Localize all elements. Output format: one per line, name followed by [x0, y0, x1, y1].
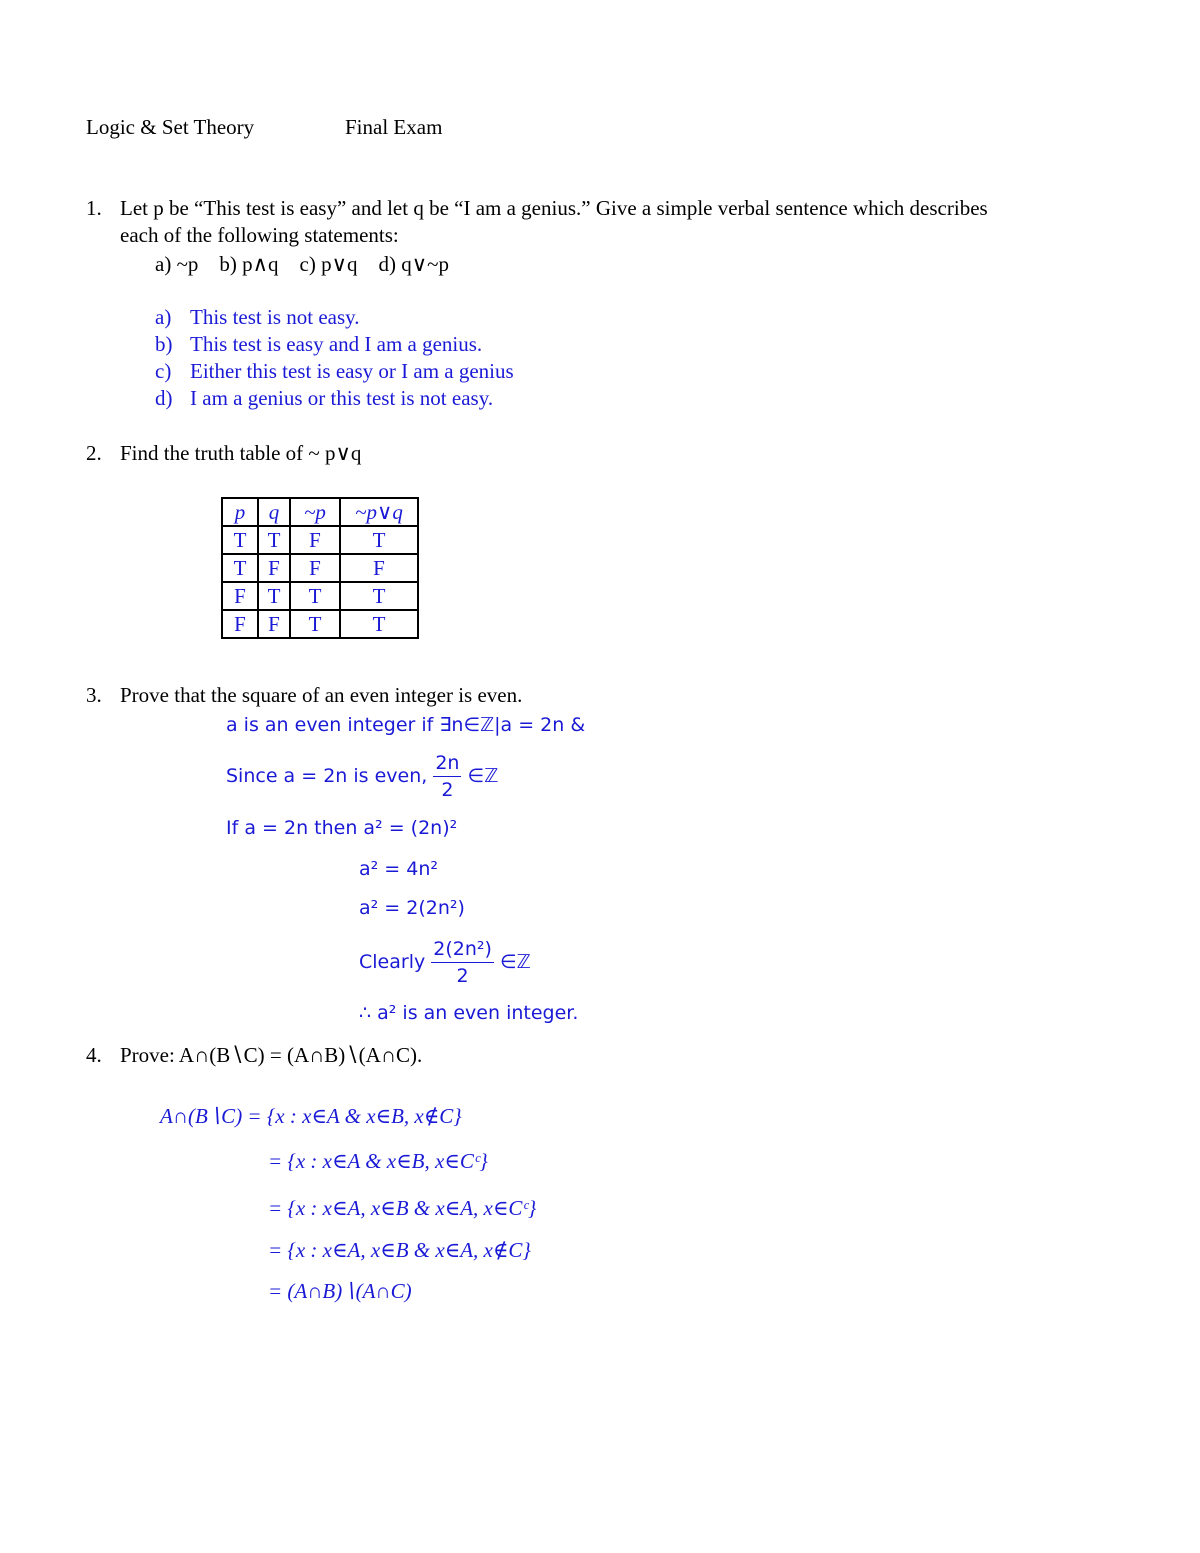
table-row	[222, 610, 418, 638]
q3-line6-suffix: ∈ℤ	[499, 951, 531, 973]
q4-text: Prove: A∩(B∖C) = (A∩B)∖(A∩C).	[120, 1043, 423, 1067]
q4-proof-step2: = {x : x∈A & x∈B, x∈Cᶜ}	[268, 1149, 488, 1173]
q1-answer-b: This test is easy and I am a genius.	[190, 332, 483, 356]
q3-proof-line6	[359, 936, 531, 989]
q1-answer-c-label: c)	[155, 359, 172, 383]
table-cell: T	[222, 554, 258, 582]
q4-proof-step3: = {x : x∈A, x∈B & x∈A, x∈Cᶜ}	[268, 1196, 537, 1220]
table-cell: F	[290, 526, 340, 554]
table-cell: T	[258, 526, 290, 554]
table-cell: T	[258, 582, 290, 610]
table-cell: T	[290, 610, 340, 638]
q1-number: 1.	[86, 196, 102, 220]
q4-proof-step5: = (A∩B)∖(A∩C)	[268, 1279, 412, 1303]
q3-line6-fraction	[431, 936, 494, 989]
table-row	[222, 554, 418, 582]
q1-text-line2: each of the following statements:	[120, 223, 399, 247]
header-not-p: ~p	[290, 498, 340, 526]
q3-line6-prefix: Clearly	[359, 951, 426, 973]
table-cell: T	[340, 526, 418, 554]
table-cell: T	[222, 526, 258, 554]
q1-answer-a-label: a)	[155, 305, 172, 329]
header-q: q	[258, 498, 290, 526]
table-cell: F	[258, 610, 290, 638]
q1-options: a) ~p b) p∧q c) p∨q d) q∨~p	[155, 252, 449, 276]
table-cell: F	[290, 554, 340, 582]
q2-text: Find the truth table of ~ p∨q	[120, 441, 362, 465]
q3-number: 3.	[86, 683, 102, 707]
q3-proof-line4: a² = 4n²	[359, 858, 439, 880]
table-row	[222, 582, 418, 610]
header-p: p	[222, 498, 258, 526]
truth-table-header-row	[222, 498, 418, 526]
q4-proof-step1: A∩(B∖C) = {x : x∈A & x∈B, x∉C}	[160, 1104, 462, 1128]
q1-answer-d: I am a genius or this test is not easy.	[190, 386, 494, 410]
q3-proof-line2	[226, 750, 498, 803]
q2-number: 2.	[86, 441, 102, 465]
q3-proof-conclusion: ∴ a² is an even integer.	[359, 1002, 579, 1024]
table-cell: T	[340, 582, 418, 610]
table-row	[222, 526, 418, 554]
table-cell: F	[258, 554, 290, 582]
q1-text-line1: Let p be “This test is easy” and let q be “I am a genius.” Give a simple verbal sentence which describes	[120, 196, 988, 220]
q4-proof-step4: = {x : x∈A, x∈B & x∈A, x∉C}	[268, 1238, 531, 1262]
q3-line2-prefix: Since a = 2n is even,	[226, 765, 428, 787]
q3-proof-line3: If a = 2n then a² = (2n)²	[226, 817, 458, 839]
q3-proof-line1: a is an even integer if ∃n∈ℤ|a = 2n &	[226, 714, 586, 736]
q3-line2-suffix: ∈ℤ	[467, 765, 499, 787]
q1-answer-b-label: b)	[155, 332, 173, 356]
course-title: Logic & Set Theory	[86, 115, 255, 139]
table-cell: T	[340, 610, 418, 638]
q1-answer-c: Either this test is easy or I am a genius	[190, 359, 514, 383]
truth-table	[221, 497, 419, 639]
q4-number: 4.	[86, 1043, 102, 1067]
q3-proof-line5: a² = 2(2n²)	[359, 897, 465, 919]
exam-title: Final Exam	[345, 115, 443, 139]
q3-text: Prove that the square of an even integer is even.	[120, 683, 523, 707]
q3-line2-numerator: 2n	[433, 750, 461, 777]
q3-line6-denominator: 2	[456, 965, 469, 987]
q3-line2-fraction	[433, 750, 461, 803]
table-cell: F	[222, 582, 258, 610]
header-not-p-or-q: ~p∨q	[340, 498, 418, 526]
table-cell: F	[222, 610, 258, 638]
q1-answer-a: This test is not easy.	[190, 305, 360, 329]
q3-line2-denominator: 2	[441, 779, 454, 801]
q1-answer-d-label: d)	[155, 386, 173, 410]
table-cell: T	[290, 582, 340, 610]
q3-line6-numerator: 2(2n²)	[431, 936, 494, 963]
table-cell: F	[340, 554, 418, 582]
